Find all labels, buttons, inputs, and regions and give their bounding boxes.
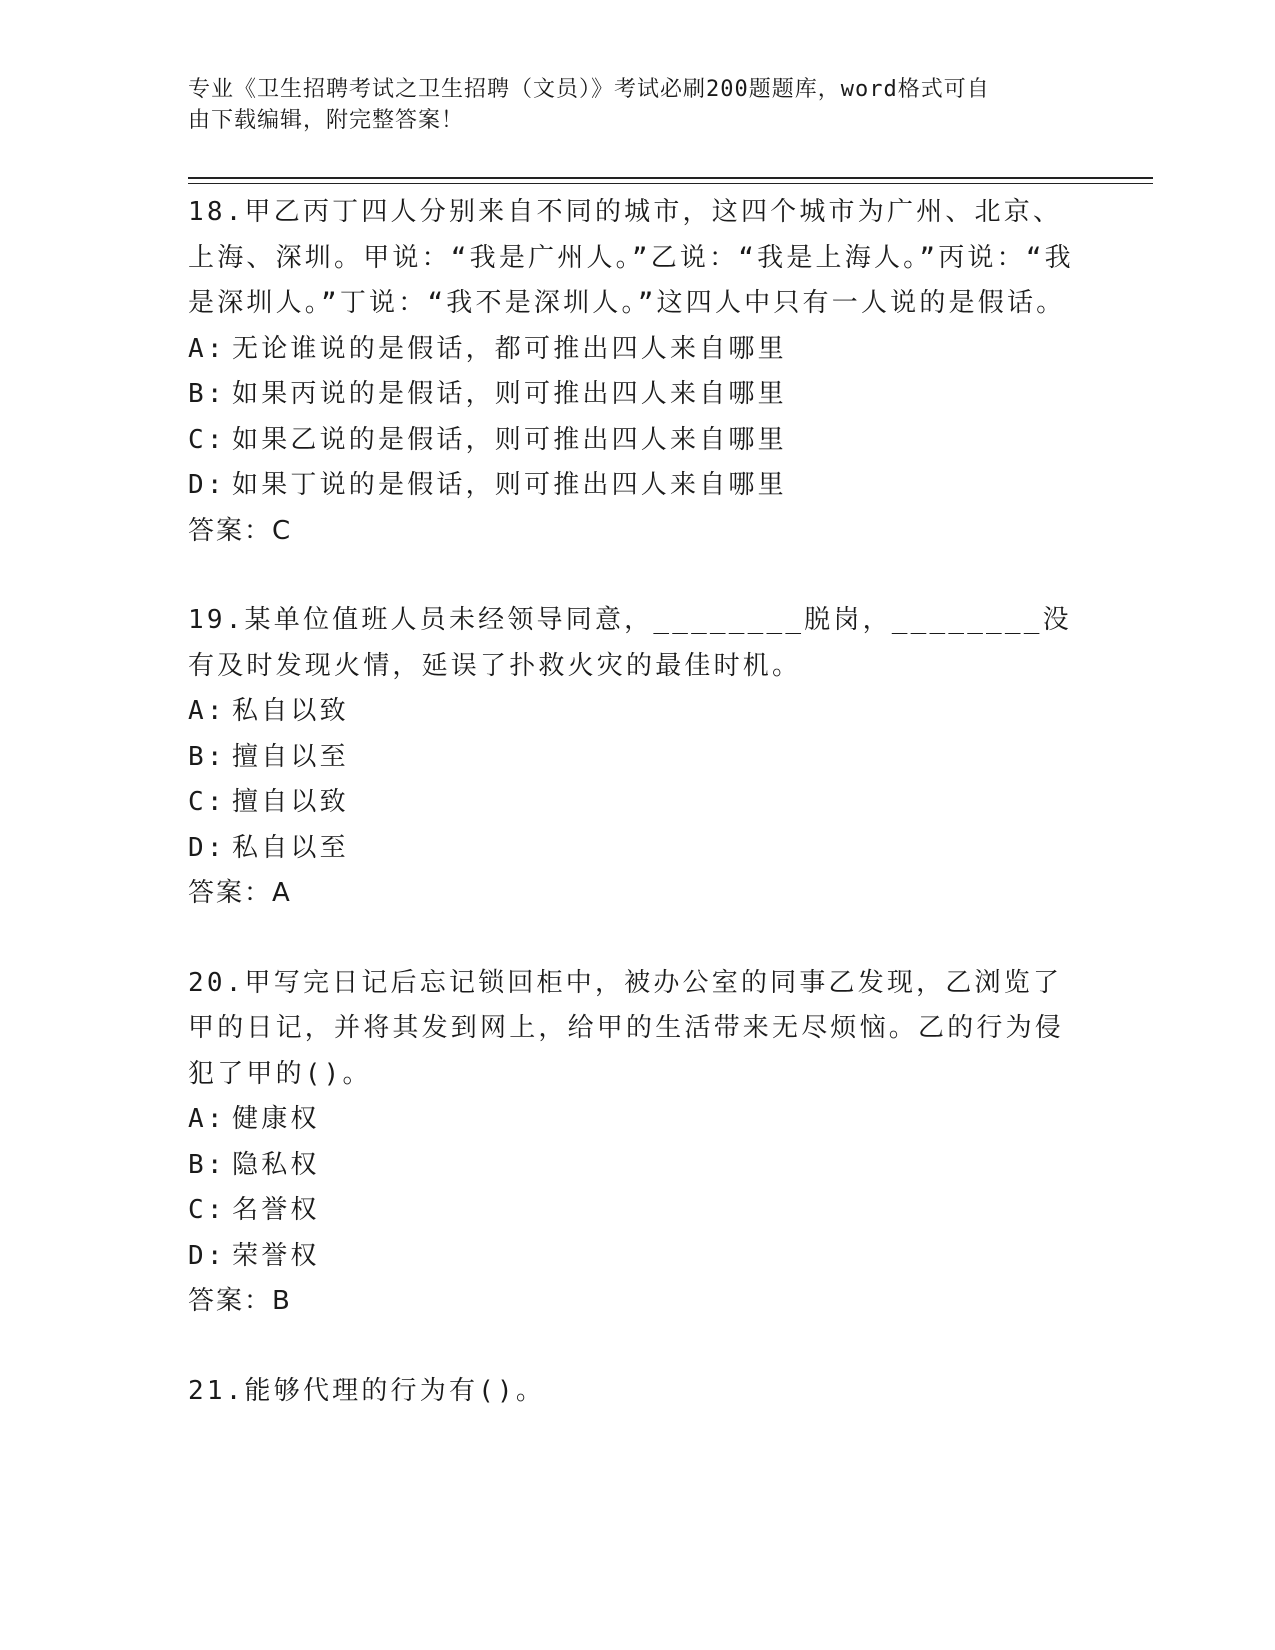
option-text: 荣誉权: [232, 1240, 320, 1271]
option-c: [188, 418, 1078, 464]
option-key: B:: [188, 379, 226, 409]
option-text: 擅自以致: [232, 787, 349, 817]
option-key: D:: [188, 1240, 226, 1271]
document-header: [188, 74, 1078, 136]
option-text: 如果丁说的是假话，则可推出四人来自哪里: [232, 470, 787, 500]
option-c: [188, 780, 1078, 826]
question-stem: 20.甲写完日记后忘记锁回柜中，被办公室的同事乙发现，乙浏览了甲的日记，并将其发到网上，给甲的生活带来无尽烦恼。乙的行为侵犯了甲的()。: [188, 967, 1065, 1089]
option-text: 名誉权: [232, 1195, 320, 1225]
option-c: [188, 1188, 1078, 1234]
answer-line: 答案：C: [188, 515, 293, 546]
option-text: 私自以至: [232, 832, 349, 863]
question-stem: 18.甲乙丙丁四人分别来自不同的城市，这四个城市为广州、北京、上海、深圳。甲说：“我是广州人。”乙说：“我是上海人。”丙说：“我是深圳人。”丁说：“我不是深圳人。”这四人中只有一人说的是假话。: [188, 197, 1074, 318]
option-text: 如果乙说的是假话，则可推出四人来自哪里: [232, 424, 787, 455]
answer-line: 答案：A: [188, 878, 292, 908]
question-20: [188, 961, 1078, 1325]
header-line-2: 由下载编辑，附完整答案！: [188, 108, 465, 133]
header-line-1: 专业《卫生招聘考试之卫生招聘（文员）》考试必刷200题题库，word格式可自: [188, 77, 990, 102]
option-text: 如果丙说的是假话，则可推出四人来自哪里: [232, 379, 787, 409]
option-text: 擅自以至: [232, 741, 349, 772]
option-b: [188, 1143, 1078, 1189]
option-b: [188, 372, 1078, 418]
option-key: C:: [188, 1195, 226, 1225]
option-text: 私自以致: [232, 696, 349, 726]
option-d: [188, 463, 1078, 509]
option-d: [188, 826, 1078, 872]
question-stem: 21.能够代理的行为有()。: [188, 1375, 546, 1406]
option-key: D:: [188, 470, 226, 500]
option-a: [188, 327, 1078, 373]
option-text: 隐私权: [232, 1149, 320, 1180]
option-a: [188, 689, 1078, 735]
question-list: [188, 190, 1078, 1458]
option-text: 健康权: [232, 1104, 320, 1134]
question-stem: 19.某单位值班人员未经领导同意，________脱岗，________没有及时发现火情，延误了扑救火灾的最佳时机。: [188, 605, 1072, 681]
option-a: [188, 1097, 1078, 1143]
option-key: B:: [188, 1149, 226, 1180]
option-key: A:: [188, 333, 226, 364]
option-d: [188, 1234, 1078, 1280]
option-key: B:: [188, 741, 226, 772]
option-key: D:: [188, 832, 226, 863]
option-key: A:: [188, 1104, 226, 1134]
option-text: 无论谁说的是假话，都可推出四人来自哪里: [232, 333, 787, 364]
option-key: A:: [188, 696, 226, 726]
header-divider-thin: [188, 183, 1153, 184]
question-21: [188, 1369, 1078, 1415]
answer-line: 答案：B: [188, 1286, 292, 1316]
option-key: C:: [188, 424, 226, 455]
question-18: [188, 190, 1078, 554]
header-divider-thick: [188, 177, 1153, 179]
question-19: [188, 598, 1078, 917]
option-b: [188, 735, 1078, 781]
option-key: C:: [188, 787, 226, 817]
